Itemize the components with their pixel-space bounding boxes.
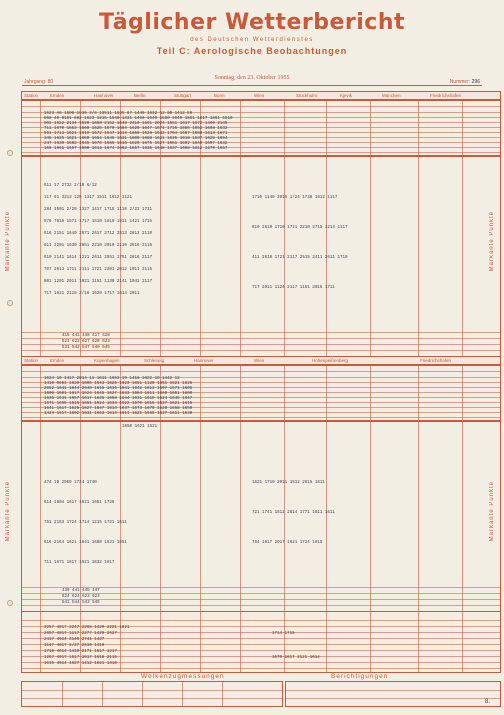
station-schleswig: Schleswig [144,358,165,363]
station-hannover: Hannover [94,93,114,98]
page-number: 8. [484,699,490,705]
binding-hole [7,600,13,606]
report-part: Teil C: Aerologische Beobachtungen [156,46,348,56]
levels-grid-top: 1623 A6 1600 1536 3/6 13511 1625 67 1440 1632 12 9B 1412 E9 868 49 0151 882 1623 1215 1540 1431 1460 1549 1530 2040 1551 1617 1661 5510 902 1622 2134 1620 1658 2152 1648 2410 1661 2024 1551 1617 1672 1460 2145 711 1670 1653 1660 1625 1570 1684 1620 1647 1674 1716 1655 1652 1608 1632 561 1713 1621 1619 1672 1547 1614 1660 1628 1642 1704 1667 1680 1613 1671 345 1625 1621 1650 1654 1545 1631 1600 1668 1621 1635 1619 1637 1629 1654 247 1630 1682 1645 1676 1685 1616 1620 1675 1627 1651 1692 1649 1697 1632 155 1661 1657 1690 1614 1674 1662 1657 1635 1648 1637 1668 1612 1670 1657 [21,99,501,157]
jahrgang-value: 80 [47,79,54,85]
side-label-left-top: Markante Punkte [5,211,11,272]
side-label-right-top: Markante Punkte [489,211,495,272]
station-wien: Wien [254,93,265,98]
station-label: Station [24,358,39,363]
binding-hole [7,150,13,156]
berichtigungen-grid [285,681,501,707]
report-subtitle: des Deutschen Wetterdienstes [190,37,314,43]
station-label: Station [24,93,39,98]
station-hannover: Hannover [194,358,214,363]
berichtigungen-title: Berichtigungen [331,673,389,680]
station-friedrichshafen: Friedrichshafen [430,93,462,98]
station-friedrichshafen: Friedrichshafen [420,358,452,363]
jahrgang-label: Jahrgang: [24,79,47,85]
station-emden: Emden [50,93,65,98]
header-rule [22,85,482,86]
station-emden: Emden [50,358,65,363]
station-muenchen: München [382,93,401,98]
report-title: Täglicher Wetterbericht [98,10,406,35]
station-bonn: Bonn [214,93,225,98]
markante-punkte-mid-grid: 1650 1621 1521 474 10 2969 1724 1740 614 1604 1617 1621 1651 1726 751 2153 1724 1714 1215 1721 1611 616 2164 1621 1641 1680 1621 1651 711 1671 1617 1621 1632 1617 1621 1710 2011 1512 2615 1611 721 1741 1612 2514 1771 1611 1611 764 1617 2017 1621 1724 1615 439 441 445 447 624 624 623 623 541 544 543 545 [21,420,501,612]
markante-punkte-top-grid: 611 17 2732 2/10 6/12 117 61 3213 125 1317 1511 1612 1121 284 3501 2/20 1327 1417 1715 1116 2/22 1721 576 7616 1571 1717 1510 1610 1911 1421 1715 616 2151 1640 2671 2617 2712 2513 2813 2110 611 2201 1630 2651 2210 2010 2110 2616 2116 610 2141 1614 1221 2611 2551 1751 2816 2117 707 2613 1711 2111 1721 2201 2012 1011 2115 801 1201 2011 1021 1151 1130 2141 1041 2117 717 1621 2115 2/16 1620 1717 1614 2011 1710 1140 2015 1/24 1730 1612 1117 610 2610 1710 1721 2210 2715 2213 1117 411 2616 1721 2117 2515 2411 2611 1710 717 2011 1124 2117 1151 2016 1711 415 441 448 417 428 523 622 627 628 623 531 542 547 540 545 [21,155,501,357]
station-hohenpeissenberg: Hohenpeißenberg [312,358,349,363]
station-kopenhagen: Kopenhagen [94,358,120,363]
report-date: Sonntag, den 23. Oktober 1955 [214,75,290,81]
wolkenzugmessungen-title: Wolkenzugmessungen [141,673,225,680]
station-kjevik: Kjevik [340,93,353,98]
levels-grid-mid: 1624 10 1417 2014 11 1611 1653 10 1418 1622 10 1442 12 1410 0651 1620 1605 1643 1625 1623 1651 1120 1651 1621 1625 2652 1641 1644 2640 1615 1616 1641 1642 1613 1607 1671 1605 1600 1601 1617 1624 1645 1627 1633 1684 1611 1660 1651 1600 1635 1631 1657 1617 1635 1658 1644 1631 1610 1624 1645 1647 1671 1655 1615 1661 1624 1634 1622 1670 1615 1627 1621 1615 1641 1617 1625 1627 1647 1614 1637 1673 1670 1628 1658 1650 1424 1617 1602 1631 1663 1614 1611 1621 1665 1627 1611 1630 [21,364,501,422]
station-stuttgart: Stuttgart [174,93,192,98]
wolken-grid [21,681,283,707]
data-sheet [5,91,501,707]
bottom-levels-grid: 2257 4817 2247 2268 1420 2221 1621 2657 4817 1117 2277 1420 2627 2417 4614 2140 2741 1427 1167 4817 2/27 2610 1410 1710 4614 1410 2171 1617 1217 1267 4617 1617 1617 1618 2115 1615 4614 1627 1412 1621 1410 1714 1715 1570 1617 2121 1614 [21,611,501,673]
station-berlin: Berlin [134,93,146,98]
side-label-right-mid: Markante Punkte [489,481,495,542]
station-wien: Wien [254,358,265,363]
side-label-left-mid: Markante Punkte [5,481,11,542]
nummer-label: Nummer: [449,79,471,85]
nummer-value: 296 [471,79,480,85]
station-stockholm: Stockholm [296,93,318,98]
binding-hole [7,300,13,306]
